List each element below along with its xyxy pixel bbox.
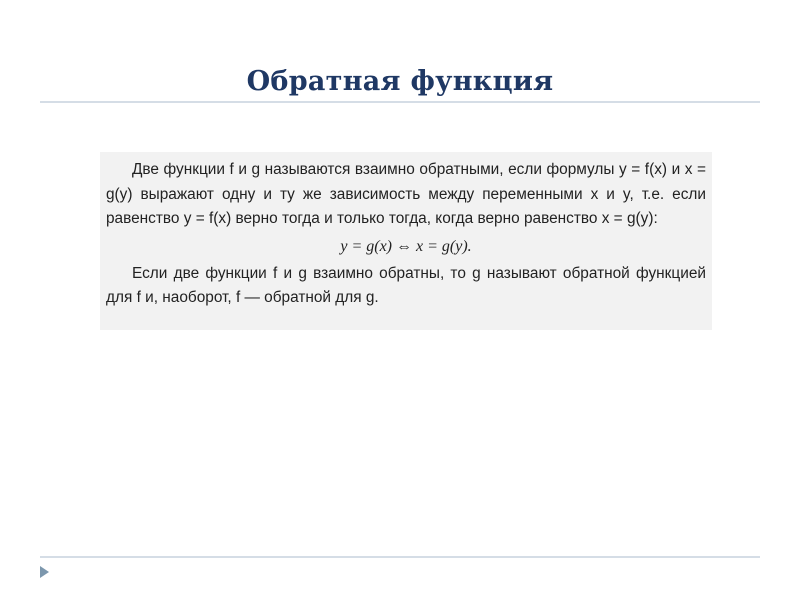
definition-paragraph: Две функции f и g называются взаимно обратными, если формулы y = f(x) и x = g(y) выражают одну и ту же зависимость между переменными x и y, т.е. если равенство y = f(x) верно тогда и только тогда, когда верно равенство x = g(y): <box>106 161 706 227</box>
title-divider <box>40 101 760 103</box>
inverse-paragraph: Если две функции f и g взаимно обратны, то g называют обратной функцией для f и, наоборот, f — обратной для g. <box>106 264 706 306</box>
slide-title: Обратная функция <box>246 66 554 97</box>
definition-text-block <box>100 152 712 330</box>
equivalence-formula: y = g(x) ⇔ x = g(y). <box>340 237 472 255</box>
triangle-right-icon <box>40 566 49 578</box>
footer-divider <box>40 556 760 558</box>
